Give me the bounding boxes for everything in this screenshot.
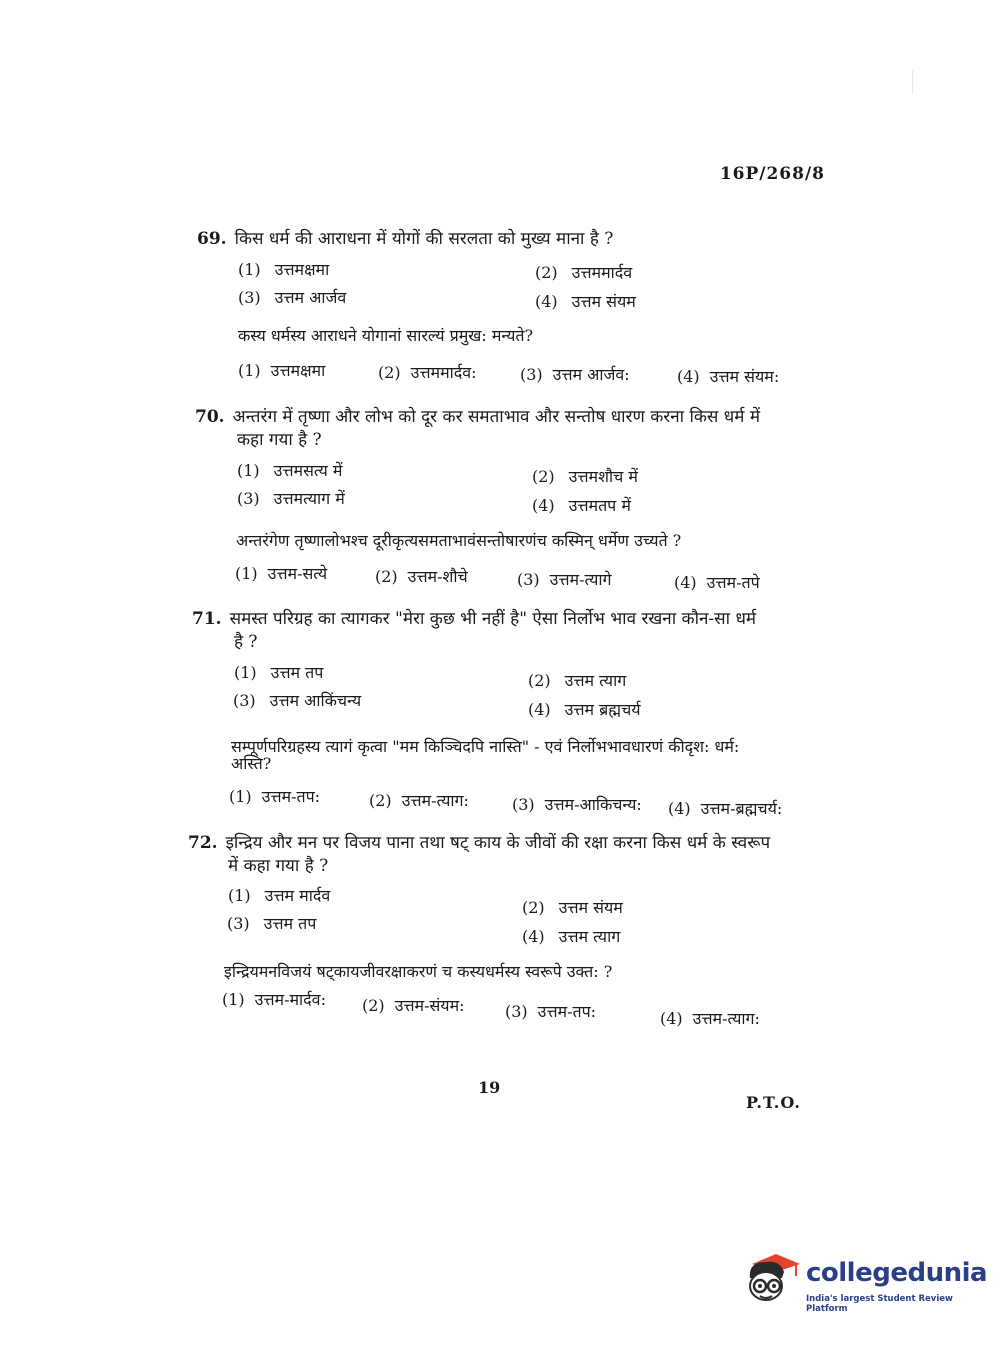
question-line-2: में कहा गया है ? bbox=[228, 856, 329, 876]
option-2: (2) उत्तम संयम bbox=[522, 898, 623, 917]
paper-code: 16P/268/8 bbox=[719, 164, 825, 184]
option-2: (2) उत्तमशौच में bbox=[532, 467, 638, 486]
sanskrit-option-3: (3) उत्तम आर्जव: bbox=[520, 365, 630, 384]
question-line bbox=[197, 228, 613, 250]
question-text: किस धर्म की आराधना में योगों की सरलता को मुख्य माना है ? bbox=[234, 229, 614, 249]
question-line bbox=[192, 608, 756, 630]
question-text: अन्तरंग में तृष्णा और लोभ को दूर कर समताभाव और सन्तोष धारण करना किस धर्म में bbox=[232, 407, 761, 427]
option-4: (4) उत्तम संयम bbox=[535, 292, 636, 311]
option-3: (3) उत्तमत्याग में bbox=[237, 489, 345, 508]
option-3: (3) उत्तम आर्जव bbox=[238, 288, 347, 307]
question-text: इन्द्रिय और मन पर विजय पाना तथा षट् काय के जीवों की रक्षा करना किस धर्म के स्वरूप bbox=[225, 833, 771, 853]
option-2: (2) उत्तममार्दव bbox=[535, 263, 633, 282]
question-line-2: कहा गया है ? bbox=[237, 430, 322, 450]
sanskrit-option-3: (3) उत्तम-त्यागे bbox=[517, 570, 612, 589]
sanskrit-question: अन्तरंगेण तृष्णालोभश्च दूरीकृत्यसमताभावंसन्तोषारणंच कस्मिन् धर्मेण उच्यते ? bbox=[236, 531, 682, 550]
pto-label: P.T.O. bbox=[746, 1093, 801, 1112]
sanskrit-question: इन्द्रियमनविजयं षट्कायजीवरक्षाकरणं च कस्यधर्मस्य स्वरूपे उक्त: ? bbox=[224, 962, 613, 981]
sanskrit-option-4: (4) उत्तम-तपे bbox=[674, 573, 760, 592]
sanskrit-option-4: (4) उत्तम-ब्रह्मचर्य: bbox=[668, 799, 783, 818]
scan-mark bbox=[912, 70, 913, 94]
question-line bbox=[188, 832, 770, 854]
sanskrit-option-2: (2) उत्तम-शौचे bbox=[375, 567, 468, 586]
question-text: समस्त परिग्रह का त्यागकर "मेरा कुछ भी नहीं है" ऐसा निर्लोभ भाव रखना कौन-सा धर्म bbox=[229, 609, 757, 629]
option-1: (1) उत्तम मार्दव bbox=[228, 886, 331, 905]
option-1: (1) उत्तमक्षमा bbox=[238, 260, 330, 279]
question-number: 71. bbox=[192, 609, 222, 629]
sanskrit-question: कस्य धर्मस्य आराधने योगानां सारल्यं प्रमुख: मन्यते? bbox=[238, 326, 534, 345]
sanskrit-option-2: (2) उत्तममार्दव: bbox=[378, 363, 477, 382]
sanskrit-question-2: अस्ति? bbox=[231, 754, 272, 773]
question-line bbox=[195, 406, 760, 428]
option-4: (4) उत्तम ब्रह्मचर्य bbox=[528, 700, 641, 719]
logo-tagline: India's largest Student Review Platform bbox=[806, 1294, 953, 1314]
question-number: 69. bbox=[197, 229, 227, 249]
sanskrit-option-1: (1) उत्तमक्षमा bbox=[238, 361, 326, 380]
option-3: (3) उत्तम आकिंचन्य bbox=[233, 691, 362, 710]
option-4: (4) उत्तमतप में bbox=[532, 496, 631, 515]
option-1: (1) उत्तम तप bbox=[234, 663, 324, 682]
question-number: 70. bbox=[195, 407, 225, 427]
sanskrit-option-1: (1) उत्तम-मार्दव: bbox=[222, 990, 326, 1009]
logo-wordmark: collegedunia bbox=[806, 1258, 988, 1288]
option-1: (1) उत्तमसत्य में bbox=[237, 461, 343, 480]
mascot-icon bbox=[742, 1248, 806, 1312]
question-number: 72. bbox=[188, 833, 218, 853]
question-line-2: है ? bbox=[234, 632, 258, 652]
option-2: (2) उत्तम त्याग bbox=[528, 671, 627, 690]
sanskrit-option-1: (1) उत्तम-सत्ये bbox=[235, 564, 328, 583]
sanskrit-option-1: (1) उत्तम-तप: bbox=[229, 787, 321, 806]
page-number: 19 bbox=[478, 1078, 501, 1097]
option-3: (3) उत्तम तप bbox=[227, 914, 317, 933]
option-4: (4) उत्तम त्याग bbox=[522, 927, 621, 946]
sanskrit-option-2: (2) उत्तम-संयम: bbox=[362, 996, 465, 1015]
sanskrit-option-3: (3) उत्तम-आकिचन्य: bbox=[512, 795, 642, 814]
sanskrit-option-2: (2) उत्तम-त्याग: bbox=[369, 791, 469, 810]
sanskrit-option-4: (4) उत्तम संयम: bbox=[677, 367, 780, 386]
sanskrit-option-4: (4) उत्तम-त्याग: bbox=[660, 1009, 760, 1028]
sanskrit-option-3: (3) उत्तम-तप: bbox=[505, 1002, 597, 1021]
collegedunia-logo bbox=[742, 1246, 988, 1316]
sanskrit-question: सम्पूर्णपरिग्रहस्य त्यागं कृत्वा "मम किञ्चिदपि नास्ति" - एवं निर्लोभभावधारणं कीदृश: धर्म: bbox=[231, 737, 740, 756]
